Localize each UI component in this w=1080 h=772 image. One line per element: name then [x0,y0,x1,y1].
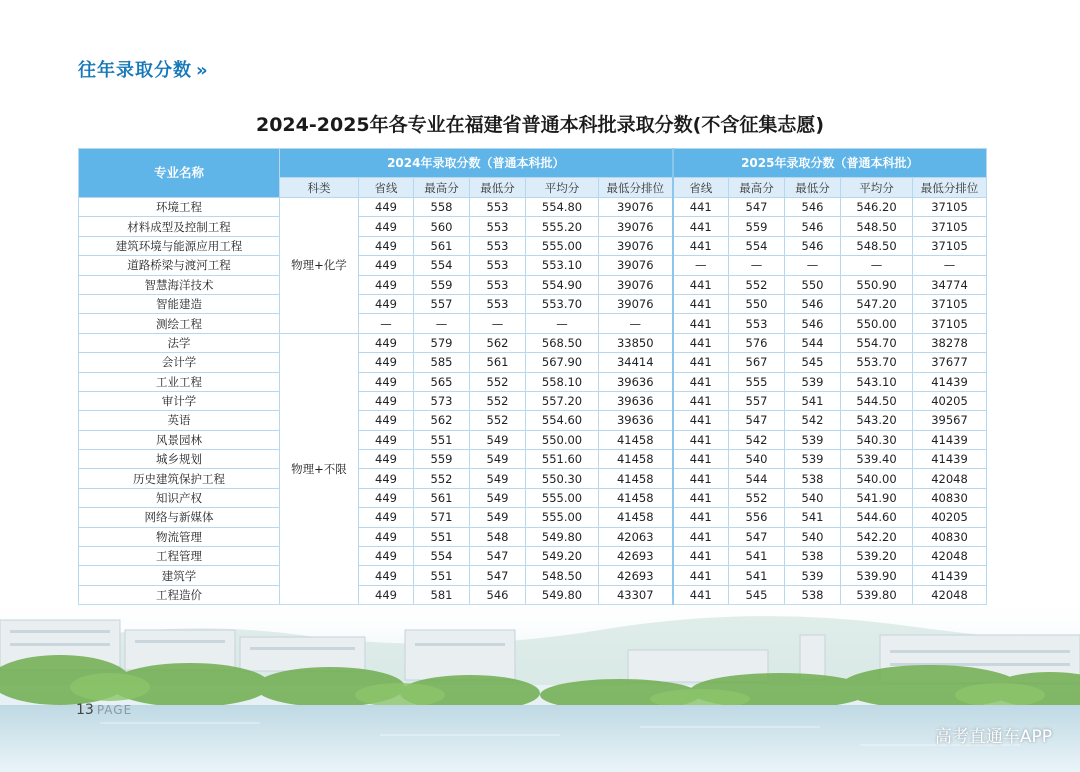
score-cell-y2025-0: — [673,256,729,275]
score-cell-y2025-3: — [841,256,913,275]
score-cell-y2025-2: 546 [785,294,841,313]
major-name-cell: 材料成型及控制工程 [79,217,280,236]
major-name-cell: 知识产权 [79,488,280,507]
score-cell-y2025-0: 441 [673,294,729,313]
score-cell-y2025-4: 40830 [913,527,987,546]
table-row [79,450,987,469]
score-cell-y2024-4: 41458 [599,469,673,488]
score-cell-y2025-1: 553 [729,314,785,333]
column-group-2024: 2024年录取分数（普通本科批） [280,149,673,178]
score-cell-y2024-4: 33850 [599,333,673,352]
score-cell-y2024-2: 553 [470,236,526,255]
score-cell-y2025-2: 546 [785,217,841,236]
score-cell-y2024-4: 41458 [599,450,673,469]
score-cell-y2024-3: 558.10 [526,372,599,391]
table-row [79,353,987,372]
score-cell-y2024-2: 553 [470,275,526,294]
score-cell-y2025-0: 441 [673,527,729,546]
score-cell-y2024-1: 561 [414,488,470,507]
column-header-y2025-2: 最低分 [785,178,841,198]
table-row [79,488,987,507]
score-cell-y2025-2: 540 [785,488,841,507]
score-cell-y2025-4: 38278 [913,333,987,352]
score-cell-y2024-2: 561 [470,353,526,372]
score-cell-y2025-4: 37105 [913,314,987,333]
score-cell-y2024-0: 449 [359,198,414,217]
score-cell-y2024-3: 567.90 [526,353,599,372]
score-cell-y2024-3: 553.10 [526,256,599,275]
score-cell-y2025-1: 541 [729,547,785,566]
score-cell-y2024-0: 449 [359,469,414,488]
score-cell-y2025-4: 37105 [913,217,987,236]
major-name-cell: 环境工程 [79,198,280,217]
page-number-value: 13 [76,702,94,718]
score-cell-y2024-4: 39076 [599,294,673,313]
score-cell-y2024-3: 554.80 [526,198,599,217]
score-cell-y2025-0: 441 [673,547,729,566]
score-cell-y2024-0: 449 [359,236,414,255]
score-cell-y2025-1: 555 [729,372,785,391]
score-cell-y2024-3: 557.20 [526,391,599,410]
score-cell-y2024-4: 42063 [599,527,673,546]
score-cell-y2024-1: 561 [414,236,470,255]
table-row [79,547,987,566]
score-cell-y2025-0: 441 [673,411,729,430]
score-cell-y2024-1: 579 [414,333,470,352]
score-cell-y2024-1: 558 [414,198,470,217]
score-cell-y2025-0: 441 [673,566,729,585]
score-cell-y2024-2: 552 [470,372,526,391]
score-cell-y2025-2: 545 [785,353,841,372]
score-cell-y2025-3: 539.90 [841,566,913,585]
major-name-cell: 城乡规划 [79,450,280,469]
major-name-cell: 网络与新媒体 [79,508,280,527]
score-cell-y2025-1: 552 [729,488,785,507]
table-group-header-row [79,149,987,178]
score-cell-y2024-4: 41458 [599,508,673,527]
page-number [76,702,132,718]
score-cell-y2024-3: 551.60 [526,450,599,469]
score-cell-y2024-3: 550.30 [526,469,599,488]
score-cell-y2025-4: 41439 [913,566,987,585]
score-cell-y2025-4: 40205 [913,391,987,410]
score-cell-y2025-3: 543.10 [841,372,913,391]
score-cell-y2024-0: 449 [359,547,414,566]
section-title [78,56,209,82]
score-cell-y2024-2: 547 [470,566,526,585]
score-cell-y2024-4: 42693 [599,547,673,566]
column-header-y2025-0: 省线 [673,178,729,198]
score-cell-y2024-1: — [414,314,470,333]
score-cell-y2025-1: 542 [729,430,785,449]
score-cell-y2024-4: 41458 [599,488,673,507]
score-cell-y2024-3: 553.70 [526,294,599,313]
score-cell-y2025-2: — [785,256,841,275]
score-cell-y2024-1: 551 [414,527,470,546]
score-cell-y2025-2: 540 [785,527,841,546]
score-cell-y2025-4: 37677 [913,353,987,372]
score-cell-y2025-4: 39567 [913,411,987,430]
score-cell-y2025-2: 539 [785,372,841,391]
score-cell-y2025-0: 441 [673,488,729,507]
score-cell-y2025-3: 543.20 [841,411,913,430]
score-cell-y2025-0: 441 [673,353,729,372]
major-name-cell: 建筑学 [79,566,280,585]
score-cell-y2024-1: 551 [414,566,470,585]
score-cell-y2025-0: 441 [673,314,729,333]
column-header-y2025-3: 平均分 [841,178,913,198]
score-cell-y2025-1: 550 [729,294,785,313]
score-cell-y2025-1: 541 [729,566,785,585]
major-name-cell: 历史建筑保护工程 [79,469,280,488]
score-cell-y2024-0: 449 [359,217,414,236]
subject-group-cell: 物理+不限 [280,333,359,604]
score-cell-y2024-2: 549 [470,469,526,488]
score-cell-y2024-2: 553 [470,294,526,313]
table-row [79,430,987,449]
column-header-y2025-4: 最低分排位 [913,178,987,198]
score-cell-y2024-1: 559 [414,275,470,294]
score-cell-y2025-2: 539 [785,430,841,449]
section-title-text: 往年录取分数 [78,60,192,81]
score-cell-y2024-0: 449 [359,450,414,469]
score-cell-y2025-1: 556 [729,508,785,527]
score-cell-y2024-3: 568.50 [526,333,599,352]
table-row [79,566,987,585]
score-cell-y2025-0: 441 [673,333,729,352]
major-name-cell: 风景园林 [79,430,280,449]
score-cell-y2024-1: 562 [414,411,470,430]
score-cell-y2025-2: 538 [785,547,841,566]
table-title: 2024-2025年各专业在福建省普通本科批录取分数(不含征集志愿) [255,114,825,136]
score-cell-y2025-2: 541 [785,508,841,527]
score-cell-y2024-4: 39076 [599,236,673,255]
table-row [79,508,987,527]
score-cell-y2025-0: 441 [673,391,729,410]
score-cell-y2024-0: 449 [359,527,414,546]
score-cell-y2024-3: 549.20 [526,547,599,566]
score-cell-y2025-0: 441 [673,372,729,391]
score-cell-y2025-1: 567 [729,353,785,372]
score-cell-y2025-2: 546 [785,198,841,217]
score-cell-y2025-4: 41439 [913,430,987,449]
table-row [79,236,987,255]
score-cell-y2025-4: 34774 [913,275,987,294]
score-cell-y2024-2: 547 [470,547,526,566]
score-cell-y2024-1: 551 [414,430,470,449]
score-cell-y2024-2: 549 [470,450,526,469]
score-cell-y2025-4: 41439 [913,372,987,391]
score-cell-y2024-4: 39076 [599,275,673,294]
page-label: PAGE [96,703,133,717]
score-cell-y2024-2: 549 [470,430,526,449]
score-cell-y2024-0: 449 [359,391,414,410]
column-header-y2025-1: 最高分 [729,178,785,198]
score-cell-y2024-0: 449 [359,294,414,313]
score-cell-y2025-0: 441 [673,275,729,294]
table-row [79,314,987,333]
score-cell-y2024-0: 449 [359,353,414,372]
score-cell-y2024-1: 554 [414,256,470,275]
score-cell-y2025-2: 544 [785,333,841,352]
score-cell-y2024-0: 449 [359,411,414,430]
score-cell-y2024-3: — [526,314,599,333]
score-cell-y2025-3: 539.20 [841,547,913,566]
score-cell-y2025-4: 41439 [913,450,987,469]
major-name-cell: 物流管理 [79,527,280,546]
major-name-cell: 英语 [79,411,280,430]
score-cell-y2024-4: 39076 [599,256,673,275]
score-cell-y2025-2: 541 [785,391,841,410]
major-name-cell: 会计学 [79,353,280,372]
major-name-cell: 法学 [79,333,280,352]
table-row [79,391,987,410]
score-cell-y2025-1: 547 [729,527,785,546]
table-row [79,411,987,430]
score-cell-y2024-0: 449 [359,333,414,352]
score-cell-y2025-3: 553.70 [841,353,913,372]
score-cell-y2025-4: — [913,256,987,275]
table-row [79,372,987,391]
table-row [79,294,987,313]
score-cell-y2024-4: 39636 [599,391,673,410]
score-cell-y2024-2: — [470,314,526,333]
campus-backdrop-illustration [0,595,1080,772]
score-cell-y2024-4: 41458 [599,430,673,449]
score-cell-y2024-2: 549 [470,488,526,507]
column-header-major: 专业名称 [79,149,280,198]
score-cell-y2025-3: 546.20 [841,198,913,217]
score-cell-y2024-4: 39636 [599,411,673,430]
score-cell-y2025-1: 557 [729,391,785,410]
major-name-cell: 工程管理 [79,547,280,566]
score-cell-y2025-3: 540.00 [841,469,913,488]
score-cell-y2025-1: 552 [729,275,785,294]
score-cell-y2024-2: 552 [470,411,526,430]
score-cell-y2024-3: 554.90 [526,275,599,294]
column-header-y2024-4: 最低分排位 [599,178,673,198]
score-cell-y2025-2: 550 [785,275,841,294]
score-cell-y2025-1: 547 [729,198,785,217]
score-cell-y2025-0: 441 [673,508,729,527]
score-cell-y2025-1: 576 [729,333,785,352]
score-cell-y2024-3: 548.50 [526,566,599,585]
score-cell-y2025-2: 539 [785,450,841,469]
score-cell-y2025-3: 547.20 [841,294,913,313]
score-cell-y2024-0: 449 [359,430,414,449]
score-cell-y2025-1: 554 [729,236,785,255]
score-cell-y2025-1: — [729,256,785,275]
score-cell-y2025-0: 441 [673,430,729,449]
score-cell-y2025-1: 547 [729,411,785,430]
score-cell-y2024-4: 34414 [599,353,673,372]
score-cell-y2024-1: 585 [414,353,470,372]
score-cell-y2025-4: 42048 [913,469,987,488]
score-cell-y2025-4: 40830 [913,488,987,507]
table-row [79,469,987,488]
score-cell-y2025-3: 548.50 [841,217,913,236]
score-cell-y2024-1: 559 [414,450,470,469]
score-cell-y2024-2: 562 [470,333,526,352]
score-cell-y2025-3: 550.90 [841,275,913,294]
score-cell-y2025-1: 540 [729,450,785,469]
score-cell-y2025-2: 546 [785,314,841,333]
score-cell-y2025-4: 37105 [913,294,987,313]
score-cell-y2024-3: 555.00 [526,508,599,527]
admission-scores-table [78,148,987,605]
major-name-cell: 智慧海洋技术 [79,275,280,294]
column-group-2025: 2025年录取分数（普通本科批） [673,149,987,178]
score-cell-y2025-3: 548.50 [841,236,913,255]
score-cell-y2025-2: 542 [785,411,841,430]
table-row [79,527,987,546]
major-name-cell: 工业工程 [79,372,280,391]
table-row [79,217,987,236]
score-cell-y2025-3: 540.30 [841,430,913,449]
score-cell-y2024-3: 555.00 [526,236,599,255]
score-cell-y2024-2: 548 [470,527,526,546]
score-cell-y2024-0: 449 [359,275,414,294]
score-cell-y2025-3: 541.90 [841,488,913,507]
score-cell-y2025-2: 538 [785,469,841,488]
score-cell-y2025-4: 40205 [913,508,987,527]
score-cell-y2025-4: 37105 [913,236,987,255]
score-cell-y2024-0: 449 [359,488,414,507]
score-cell-y2024-1: 557 [414,294,470,313]
score-cell-y2025-3: 539.40 [841,450,913,469]
score-cell-y2024-1: 571 [414,508,470,527]
score-cell-y2024-3: 550.00 [526,430,599,449]
column-header-y2024-3: 平均分 [526,178,599,198]
score-cell-y2024-0: 449 [359,372,414,391]
score-cell-y2024-3: 555.20 [526,217,599,236]
score-cell-y2024-1: 565 [414,372,470,391]
column-header-subject: 科类 [280,178,359,198]
column-header-y2024-0: 省线 [359,178,414,198]
table-row [79,198,987,217]
column-header-y2024-2: 最低分 [470,178,526,198]
score-cell-y2024-1: 552 [414,469,470,488]
score-cell-y2025-1: 559 [729,217,785,236]
score-cell-y2025-0: 441 [673,469,729,488]
score-cell-y2025-4: 37105 [913,198,987,217]
score-cell-y2024-3: 555.00 [526,488,599,507]
score-cell-y2024-2: 549 [470,508,526,527]
score-cell-y2025-0: 441 [673,236,729,255]
score-cell-y2025-0: 441 [673,198,729,217]
score-cell-y2024-0: — [359,314,414,333]
score-cell-y2024-3: 554.60 [526,411,599,430]
score-cell-y2024-4: 39636 [599,372,673,391]
major-name-cell: 测绘工程 [79,314,280,333]
score-cell-y2025-3: 542.20 [841,527,913,546]
score-cell-y2024-2: 553 [470,217,526,236]
major-name-cell: 智能建造 [79,294,280,313]
score-cell-y2025-3: 554.70 [841,333,913,352]
score-cell-y2025-1: 544 [729,469,785,488]
score-cell-y2025-2: 539 [785,566,841,585]
score-cell-y2024-2: 553 [470,256,526,275]
score-cell-y2024-1: 554 [414,547,470,566]
score-cell-y2025-3: 544.60 [841,508,913,527]
score-cell-y2024-4: 39076 [599,217,673,236]
table-row [79,256,987,275]
major-name-cell: 道路桥梁与渡河工程 [79,256,280,275]
column-header-y2024-1: 最高分 [414,178,470,198]
score-cell-y2024-4: 42693 [599,566,673,585]
score-cell-y2024-0: 449 [359,256,414,275]
score-cell-y2024-0: 449 [359,508,414,527]
score-cell-y2024-3: 549.80 [526,527,599,546]
score-cell-y2024-0: 449 [359,566,414,585]
score-cell-y2025-4: 42048 [913,547,987,566]
watermark: 高考直通车APP [934,727,1052,747]
table-row [79,275,987,294]
score-cell-y2024-2: 552 [470,391,526,410]
score-cell-y2025-0: 441 [673,217,729,236]
table-row [79,333,987,352]
score-cell-y2025-3: 550.00 [841,314,913,333]
score-cell-y2024-4: 39076 [599,198,673,217]
score-cell-y2024-2: 553 [470,198,526,217]
table-body [79,198,987,605]
chevron-right-icon: » [196,60,209,81]
subject-group-cell: 物理+化学 [280,198,359,334]
score-cell-y2024-1: 560 [414,217,470,236]
score-cell-y2025-0: 441 [673,450,729,469]
score-cell-y2025-3: 544.50 [841,391,913,410]
score-cell-y2024-1: 573 [414,391,470,410]
major-name-cell: 建筑环境与能源应用工程 [79,236,280,255]
score-cell-y2024-4: — [599,314,673,333]
score-cell-y2025-2: 546 [785,236,841,255]
major-name-cell: 审计学 [79,391,280,410]
